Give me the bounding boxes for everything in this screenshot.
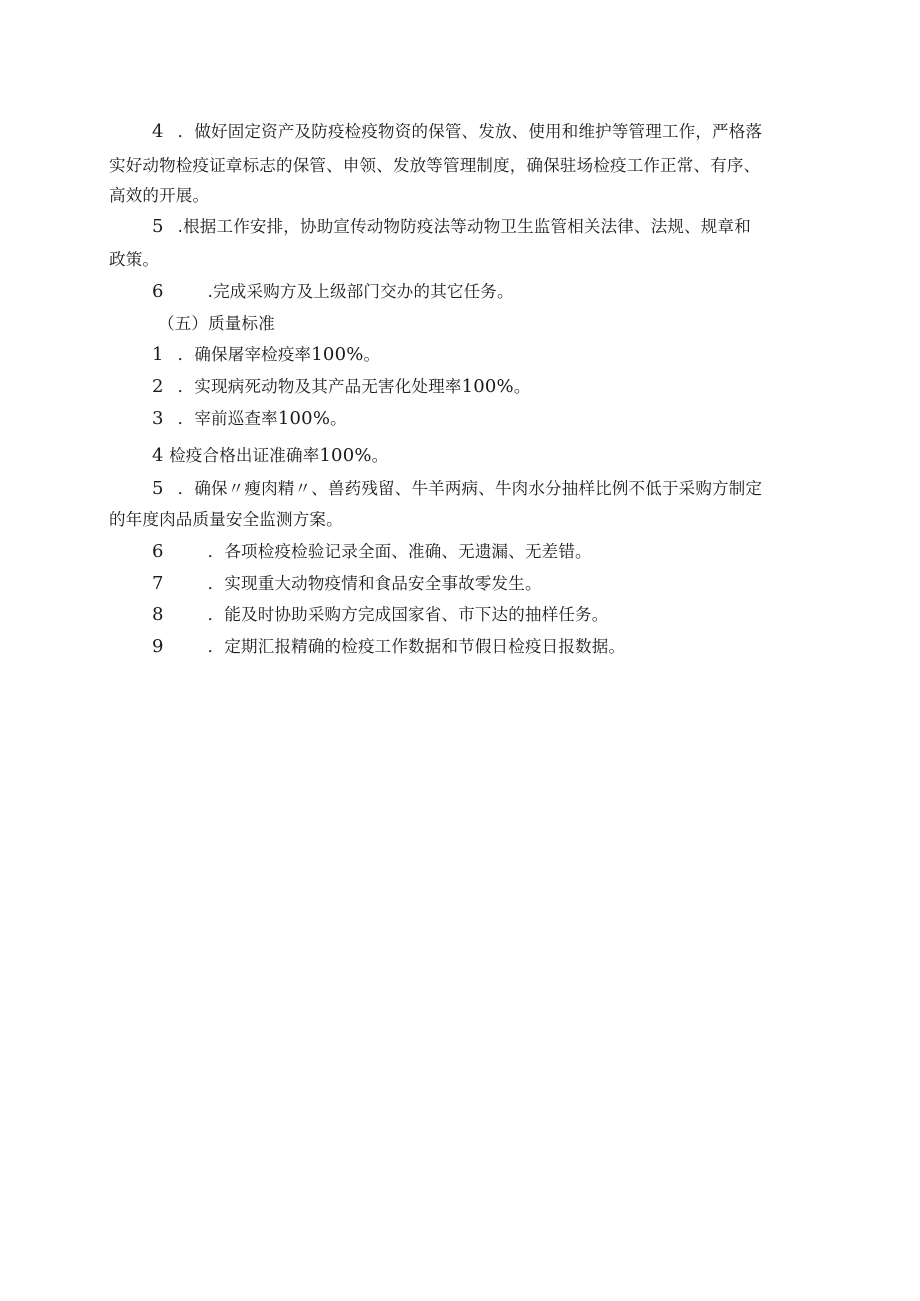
item-4-text-2: 实好动物检疫证章标志的保管、申领、发放等管理制度，确保驻场检疫工作正常、有序、 [109,156,761,175]
quality-item-5-line-1 [152,479,762,499]
quality-2-text: ．实现病死动物及其产品无害化处理率 [177,377,462,396]
quality-item-2 [152,377,531,397]
quality-9-number: 9 [152,636,164,657]
quality-9-text: ．定期汇报精确的检疫工作数据和节假日检疫日报数据。 [207,637,626,656]
quality-item-3 [152,409,347,429]
quality-7-number: 7 [152,573,164,594]
quality-item-7 [152,574,542,594]
quality-2-end: 。 [513,377,531,396]
quality-8-text: ．能及时协助采购方完成国家省、市下达的抽样任务。 [207,605,609,624]
item-5-text-2: 政策。 [109,250,160,269]
section-heading [158,314,275,334]
quality-item-9 [152,637,625,657]
item-6-text-1: .完成采购方及上级部门交办的其它任务。 [207,282,514,301]
quality-6-text: ．各项检疫检验记录全面、准确、无遗漏、无差错。 [207,542,592,561]
quality-1-percent: 100% [311,344,364,365]
quality-1-text: ．确保屠宰检疫率 [177,345,312,364]
quality-5-text-2: 的年度肉品质量安全监测方案。 [109,510,343,529]
quality-item-5-line-2 [109,510,343,530]
quality-4-end: 。 [371,446,389,465]
item-5-line-2 [109,250,159,270]
quality-1-number: 1 [152,344,164,365]
quality-2-number: 2 [152,376,164,397]
quality-1-end: 。 [363,345,381,364]
quality-2-percent: 100% [461,376,514,397]
quality-8-number: 8 [152,604,164,625]
quality-4-text: 检疫合格出证准确率 [163,446,320,465]
quality-3-text: ．宰前巡查率 [177,409,278,428]
quality-3-number: 3 [152,408,164,429]
quality-5-text-1: ．确保〃瘦肉精〃、兽药残留、牛羊两病、牛肉水分抽样比例不低于采购方制定 [177,479,763,498]
quality-item-1 [152,345,380,365]
quality-item-4 [152,446,388,466]
quality-5-number: 5 [152,478,164,499]
item-5-number: 5 [152,216,164,237]
quality-7-text: ．实现重大动物疫情和食品安全事故零发生。 [207,574,542,593]
item-4-line-1 [152,122,762,142]
section-heading-text: （五）质量标准 [158,314,275,333]
quality-6-number: 6 [152,541,164,562]
item-4-line-2 [109,156,760,176]
item-6-line-1 [152,282,514,302]
item-4-text-1: ．做好固定资产及防疫检疫物资的保管、发放、使用和维护等管理工作，严格落 [177,122,763,141]
item-4-number: 4 [152,121,164,142]
quality-4-percent: 100% [319,445,372,466]
quality-item-8 [152,605,608,625]
quality-3-percent: 100% [277,408,331,429]
quality-3-end: 。 [330,409,347,428]
item-5-line-1 [152,217,751,237]
quality-item-6 [152,542,592,562]
item-4-text-3: 高效的开展。 [109,186,210,205]
item-5-text-1: .根据工作安排，协助宣传动物防疫法等动物卫生监管相关法律、法规、规章和 [177,217,751,236]
quality-4-number: 4 [152,445,164,466]
item-6-number: 6 [152,281,164,302]
item-4-line-3 [109,186,209,206]
